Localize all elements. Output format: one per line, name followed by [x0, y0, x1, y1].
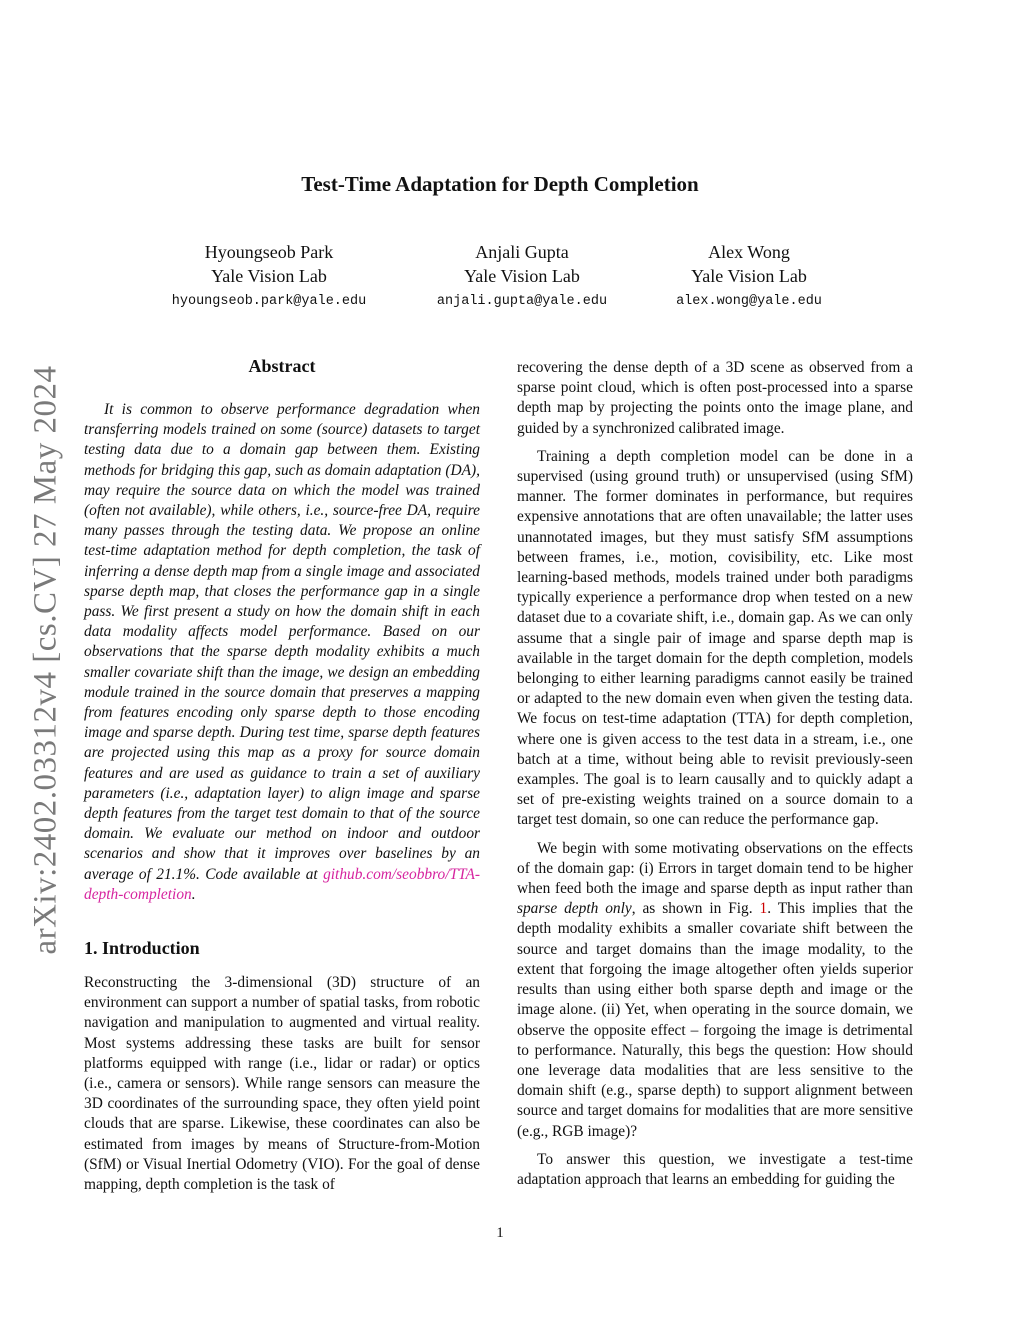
author-email[interactable]: alex.wong@yale.edu — [676, 294, 822, 309]
text-run: . This implies that the depth modality exhibits a smaller covariate shift between the source and target domains than the image modality, to the extent that forgoing the image altogether often yields superior results than using either both sparse depth and image or the image alone. (ii) Yet, when operating in the source domain, we observe the opposite effect – forgoing the image is detrimental to performance. Naturally, this begs the question: How should one leverage data modalities that are less sensitive to the domain shift (e.g., sparse depth) to support alignment between source and target domains for modalities that are more sensitive (e.g., RGB image)? — [517, 900, 913, 1140]
abstract-text: It is common to observe performance degradation when transferring models trained on some (source) datasets to target testing data due to a domain gap between them. Existing methods for bridging this gap, such as domain adaptation (DA), may require the source data on which the model was trained (often not available), while others, i.e., source-free DA, require many passes through the testing data. We propose an online test-time adaptation method for depth completion, the task of inferring a dense depth map from a single image and associated sparse depth map, that closes the performance gap in a single pass. We first present a study on how the domain shift in each data modality affects model performance. Based on our observations that the sparse depth modality exhibits a much smaller covariate shift than the image, we design an embedding module trained in the source domain that preserves a mapping from features encoding only sparse depth to those encoding image and sparse depth. During test time, sparse depth features are projected using this map as a proxy for source domain features and are used as guidance to train a set of auxiliary parameters (i.e., adaptation layer) to align image and sparse depth features from the target test domain to that of the source domain. We evaluate our method on indoor and outdoor scenarios and show that it improves over baselines by an average of 21.1%. Code available at — [84, 401, 480, 883]
author-email[interactable]: anjali.gupta@yale.edu — [436, 294, 608, 309]
abstract-end: . — [191, 885, 196, 903]
author-affiliation: Yale Vision Lab — [691, 266, 807, 286]
author-block — [619, 240, 879, 309]
intro-left-column — [84, 973, 480, 1203]
paper-title: Test-Time Adaptation for Depth Completion — [301, 172, 699, 196]
text-run: , as shown in Fig. — [631, 900, 753, 918]
page-number: 1 — [496, 1225, 504, 1241]
section-heading-introduction: 1. Introduction — [84, 938, 200, 958]
figure-ref[interactable]: 1 — [759, 900, 768, 918]
author-email[interactable]: hyoungseob.park@yale.edu — [171, 294, 367, 309]
author-affiliation: Yale Vision Lab — [464, 266, 580, 286]
author-name: Anjali Gupta — [475, 242, 569, 262]
abstract-body — [84, 400, 480, 913]
intro-paragraph-continued: recovering the dense depth of a 3D scene as observed from a sparse point cloud, which is often post-processed into a sparse depth map by projecting the points onto the image plane, and guided by a synchronized calibrated image. — [517, 359, 913, 437]
intro-paragraph: Reconstructing the 3-dimensional (3D) structure of an environment can support a number of spatial tasks, from robotic navigation and manipulation to augmented and virtual reality. Most systems addressing these tasks are built for sensor platforms equipped with range (i.e., lidar or radar) or optics (i.e., camera or sensors). While range sensors can measure the 3D coordinates of the surrounding space, they often yield point clouds that are sparse. Likewise, these coordinates can also be estimated from images by means of Structure-from-Motion (SfM) or Visual Inertial Odometry (VIO). For the goal of dense mapping, depth completion is the task of — [84, 974, 480, 1194]
emphasis-text: sparse depth only — [517, 900, 632, 918]
abstract-paragraph — [84, 400, 480, 905]
abstract-heading: Abstract — [248, 356, 316, 376]
intro-paragraph: Training a depth completion model can be done in a supervised (using ground truth) or unsupervised (using SfM) manner. The former dominates in performance, but requires expensive annotations that are often unavailable; the latter uses unannotated images, but they must satisfy SfM assumptions between frames, i.e., motion, covisibility, etc. Like most learning-based methods, models trained under both paradigms typically experience a performance drop when tested on a new dataset due to a covariate shift, i.e., domain gap. As we can only assume that a single pair of image and sparse depth map is available in the target domain for the depth completion, models belonging to either learning paradigms cannot easily be trained or adapted to the new domain even when given the testing data. We focus on test-time adaptation (TTA) for depth completion, where one is given access to the test data in a stream, i.e., one batch at a time, without being able to revisit previously-seen examples. The goal is to learn causally and to quickly adapt a set of pre-existing weights trained on a source domain to a target test domain, so one can reduce the performance gap. — [517, 447, 913, 829]
author-name: Hyoungseob Park — [204, 242, 334, 262]
right-column — [517, 358, 913, 1198]
arxiv-stamp — [26, 340, 66, 980]
author-block — [139, 240, 399, 309]
intro-paragraph: To answer this question, we investigate a test-time adaptation approach that learns an embedding for guiding the — [517, 1150, 913, 1188]
author-affiliation: Yale Vision Lab — [211, 266, 327, 286]
text-run: We begin with some motivating observations on the effects of the domain gap: (i) Errors in target domain tend to be higher when feed both the image and sparse depth as input rather than — [517, 839, 913, 898]
arxiv-id: arXiv:2402.03312v4 [cs.CV] 27 May 2024 — [27, 365, 64, 955]
intro-paragraph — [517, 839, 913, 1142]
code-link[interactable]: github.com/seobbro/TTA-depth-completion — [84, 865, 480, 903]
author-block — [392, 240, 652, 309]
author-name: Alex Wong — [708, 242, 790, 262]
